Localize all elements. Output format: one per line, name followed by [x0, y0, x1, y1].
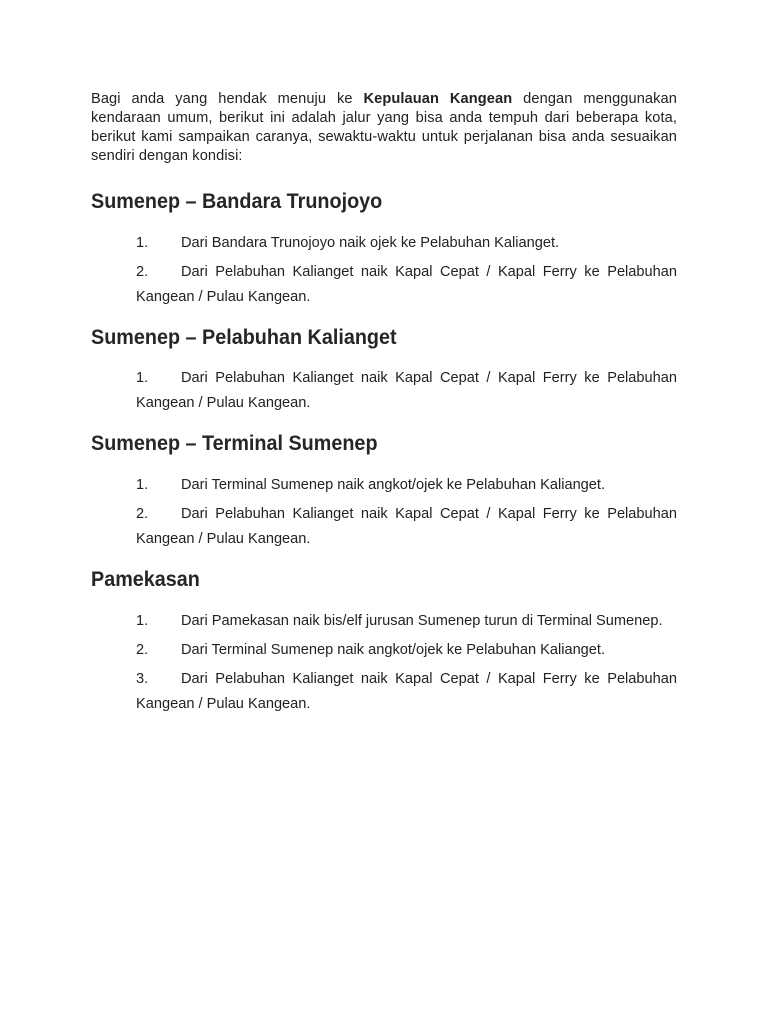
- list-item: [136, 473, 677, 498]
- intro-before: Bagi anda yang hendak menuju ke: [91, 91, 364, 107]
- section-heading: Sumenep – Terminal Sumenep: [91, 431, 378, 455]
- step-list: [91, 609, 677, 717]
- section-heading: Pamekasan: [91, 567, 200, 591]
- step-list: [91, 473, 677, 552]
- section-pamekasan: [91, 566, 677, 717]
- step-text: Dari Terminal Sumenep naik angkot/ojek ke Pelabuhan Kalianget.: [181, 477, 606, 493]
- section-heading: Sumenep – Bandara Trunojoyo: [91, 189, 383, 213]
- list-item: [136, 609, 677, 634]
- step-text: Dari Pamekasan naik bis/elf jurusan Sumenep turun di Terminal Sumenep.: [181, 613, 663, 629]
- list-item: [136, 260, 677, 310]
- step-text: Dari Pelabuhan Kalianget naik Kapal Cepat / Kapal Ferry ke Pelabuhan Kangean / Pulau Kangean.: [136, 506, 677, 547]
- section-bandara-trunojoyo: [91, 188, 677, 310]
- list-item: [136, 502, 677, 552]
- list-item: [136, 667, 677, 717]
- step-list: [91, 231, 677, 310]
- step-text: Dari Pelabuhan Kalianget naik Kapal Cepat / Kapal Ferry ke Pelabuhan Kangean / Pulau Kangean.: [136, 671, 677, 712]
- section-heading: Sumenep – Pelabuhan Kalianget: [91, 325, 397, 349]
- step-number: 1.: [136, 235, 149, 251]
- step-number: 2.: [136, 506, 149, 522]
- list-item: [136, 231, 677, 256]
- intro-highlight: Kepulauan Kangean: [363, 91, 513, 107]
- step-number: 2.: [136, 642, 149, 658]
- intro-after: dengan menggunakan kendaraan umum, berikut ini adalah jalur yang bisa anda tempuh dari beberapa kota, berikut kami sampaikan caranya, sewaktu-waktu untuk perjalanan bisa anda sesuaikan sendiri dengan kondisi:: [91, 91, 677, 164]
- step-number: 1.: [136, 370, 149, 386]
- step-number: 3.: [136, 671, 149, 687]
- step-text: Dari Bandara Trunojoyo naik ojek ke Pelabuhan Kalianget.: [181, 235, 560, 251]
- step-number: 1.: [136, 613, 149, 629]
- document-page: [91, 90, 677, 721]
- intro-paragraph: [91, 90, 677, 166]
- step-text: Dari Terminal Sumenep naik angkot/ojek ke Pelabuhan Kalianget.: [181, 642, 606, 658]
- step-number: 1.: [136, 477, 149, 493]
- list-item: [136, 366, 677, 416]
- step-text: Dari Pelabuhan Kalianget naik Kapal Cepat / Kapal Ferry ke Pelabuhan Kangean / Pulau Kangean.: [136, 264, 677, 305]
- step-number: 2.: [136, 264, 149, 280]
- section-terminal-sumenep: [91, 430, 677, 552]
- step-text: Dari Pelabuhan Kalianget naik Kapal Cepat / Kapal Ferry ke Pelabuhan Kangean / Pulau Kangean.: [136, 370, 677, 411]
- section-pelabuhan-kalianget: [91, 324, 677, 416]
- list-item: [136, 638, 677, 663]
- step-list: [91, 366, 677, 416]
